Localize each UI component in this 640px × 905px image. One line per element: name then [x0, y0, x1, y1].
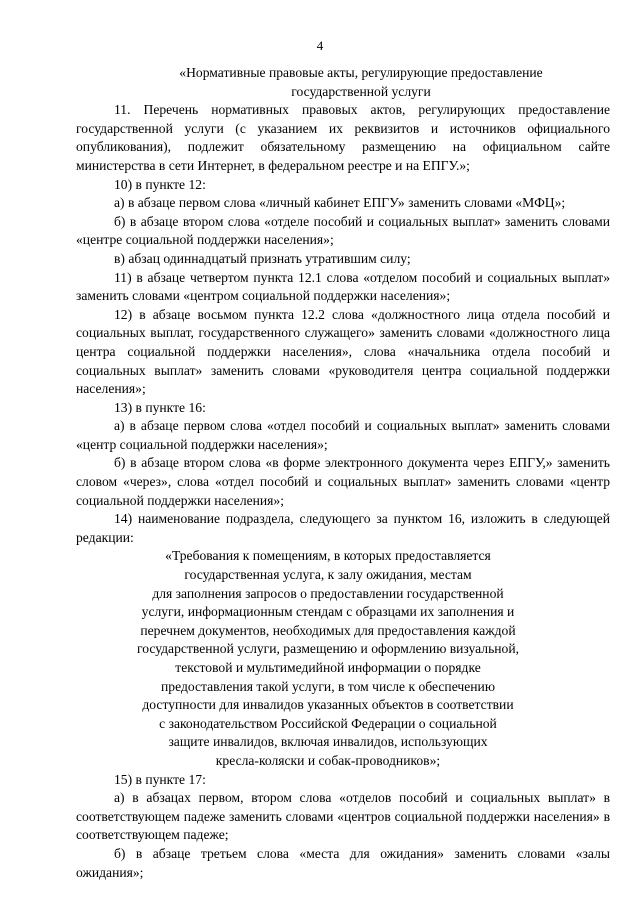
- section-heading-line: государственной услуги: [291, 83, 431, 99]
- paragraph: а) в абзаце первом слова «личный кабинет ЕПГУ» заменить словами «МФЦ»;: [114, 195, 566, 211]
- paragraph: а) в абзаце первом слова «отдел пособий и социальных выплат» заменить словами «центр социальной поддержки населения»;: [76, 418, 610, 452]
- quoted-heading-line: текстовой и мультимедийной информации о порядке: [175, 660, 481, 675]
- page-number: 4: [316, 38, 324, 53]
- quoted-heading-line: государственной услуги, размещению и оформлению визуальной,: [136, 641, 520, 657]
- paragraph: б) в абзаце втором слова «отделе пособий и социальных выплат» заменить словами «центре социальной поддержки населения»;: [76, 213, 610, 248]
- paragraph: 12) в абзаце восьмом пункта 12.2 слова «должностного лица отдела пособий и социальных выплат, государственного служащего» заменить словами «должностного лица центра социальной поддержки населения», слова «начальника отдела пособий и социальных выплат» заменить словами «руководителя центра социальной поддержки населения»;: [76, 306, 610, 397]
- paragraph: 11) в абзаце четвертом пункта 12.1 слова «отделом пособий и социальных выплат» заменить словами «центром социальной поддержки населения»;: [76, 269, 610, 304]
- paragraph: а) в абзацах первом, втором слова «отделов пособий и социальных выплат» в соответствующем падеже заменить словами «центров социальной поддержки населения» в соответствующем падеже;: [76, 790, 610, 843]
- paragraph: в) абзац одиннадцатый признать утратившим силу;: [114, 250, 411, 266]
- paragraph: б) в абзаце третьем слова «места для ожидания» заменить словами «залы ожидания»;: [76, 845, 610, 880]
- quoted-heading-line: перечнем документов, необходимых для предоставления каждой: [140, 622, 516, 638]
- paragraph: 11. Перечень нормативных правовых актов, регулирующих предоставление государственной услуги (с указанием их реквизитов и источников официального опубликования), подлежит обязательному размещению на официальном сайте министерства в сети Интернет, в федеральном реестре и на ЕПГУ.»;: [76, 102, 610, 173]
- paragraph: 10) в пункте 12:: [114, 176, 206, 192]
- quoted-heading-line: с законодательством Российской Федерации о социальной: [159, 715, 497, 731]
- document-body: [76, 64, 610, 882]
- quoted-heading-line: кресла-коляски и собак-проводников»;: [215, 752, 441, 768]
- section-heading: [126, 64, 596, 101]
- quoted-heading-line: услуги, информационным стендам с образцами их заполнения и: [141, 604, 515, 620]
- section-heading-line: «Нормативные правовые акты, регулирующие предоставление: [179, 65, 543, 80]
- quoted-heading-line: государственная услуга, к залу ожидания, местам: [184, 567, 472, 583]
- quoted-heading: [118, 547, 538, 770]
- quoted-heading-line: «Требования к помещениям, в которых предоставляется: [165, 548, 491, 564]
- paragraph: 14) наименование подраздела, следующего за пунктом 16, изложить в следующей редакции:: [76, 511, 610, 545]
- quoted-heading-line: доступности для инвалидов указанных объектов в соответствии: [142, 697, 514, 713]
- paragraph: 13) в пункте 16:: [114, 399, 206, 415]
- quoted-heading-line: защите инвалидов, включая инвалидов, использующих: [168, 734, 488, 750]
- paragraph: б) в абзаце втором слова «в форме электронного документа через ЕПГУ,» заменить словом «через», слова «отдел пособий и социальных выплат» заменить словами «центр социальной поддержки населения»;: [76, 455, 610, 508]
- quoted-heading-line: для заполнения запросов о предоставлении государственной: [152, 585, 504, 601]
- quoted-heading-line: предоставления такой услуги, в том числе к обеспечению: [161, 678, 495, 694]
- paragraph: 15) в пункте 17:: [114, 771, 206, 787]
